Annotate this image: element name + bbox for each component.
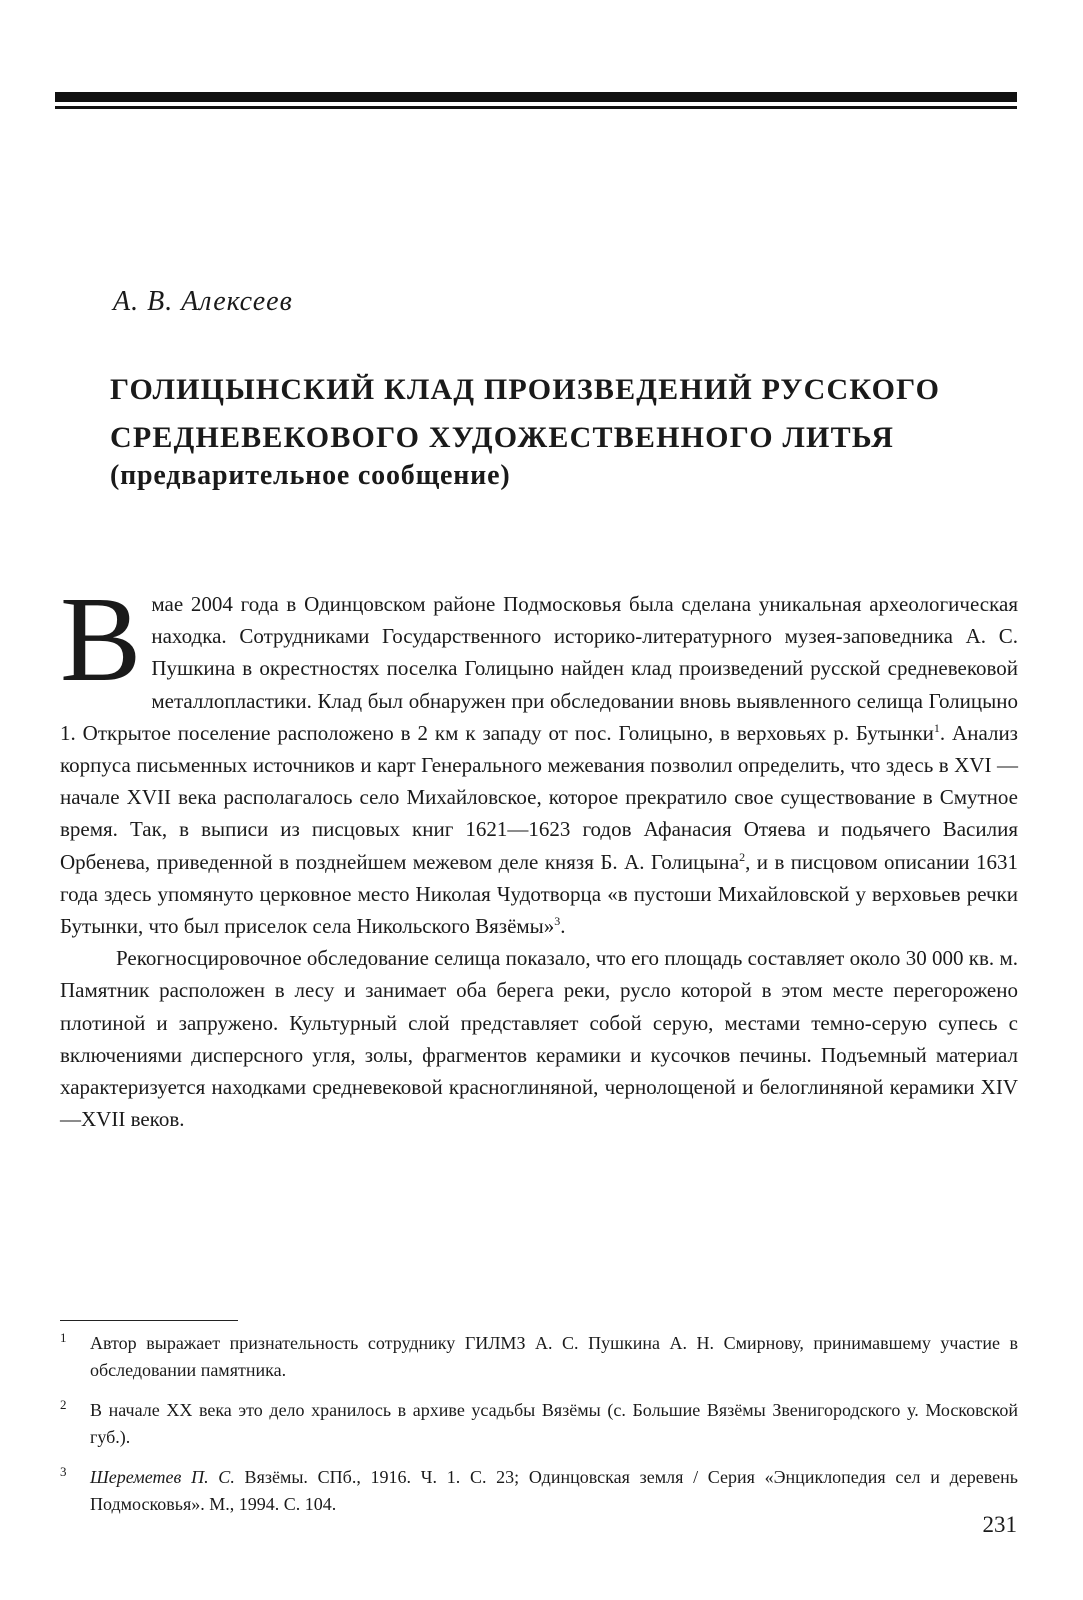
footnote-2 (60, 1397, 1018, 1451)
footnote-number: 3 (60, 1464, 67, 1479)
footnote-text: Вязёмы. СПб., 1916. Ч. 1. С. 23; Одинцовская земля / Серия «Энциклопедия сел и деревень Подмосковья». М., 1994. С. 104. (90, 1467, 1019, 1514)
article-title (110, 366, 1010, 462)
paragraph-2: Рекогносцировочное обследование селища показало, что его площадь составляет около 30 000 кв. м. Памятник расположен в лесу и занимает оба берега реки, русло которой в этом месте перегорожено плотиной и запружено. Культурный слой представляет собой серую, местами темно-серую супесь с включениями дисперсного угля, золы, фрагментов керамики и кусочков печины. Подъемный материал характеризуется находками средневековой красноглиняной, чернолощеной и белоглиняной керамики XIV—XVII веков. (60, 946, 1018, 1132)
page-number: 231 (982, 1512, 1017, 1537)
footnotes (60, 1330, 1018, 1531)
header-thin-rule (55, 106, 1017, 109)
title-line-1: ГОЛИЦЫНСКИЙ КЛАД ПРОИЗВЕДЕНИЙ РУССКОГО (110, 373, 941, 406)
title-line-2: СРЕДНЕВЕКОВОГО ХУДОЖЕСТВЕННОГО ЛИТЬЯ (110, 421, 895, 454)
drop-cap: В (60, 572, 142, 707)
author-name: А. В. Алексеев (113, 286, 293, 317)
paragraph-1: Вмае 2004 года в Одинцовском районе Подмосковья была сделана уникальная археологическая находка. Сотрудниками Государственного историко-литературного музея-заповедника А. С. Пушкина в окрестностях поселка Голицыно найден клад произведений русской средневековой металлопластики. Клад был обнаружен при обследовании вновь выявленного селища Голицыно 1. Открытое поселение расположено в 2 км к западу от пос. Голицыно, в верховьях р. Бутынки$^1$. Анализ корпуса письменных источников и карт Генерального межевания позволил определить, что здесь в XVI — начале XVII века располагалось село Михайловское, которое прекратило свое существование в Смутное время. Так, в выписи из писцовых книг 1621—1623 годов Афанасия Отяева и подьячего Василия Орбенева, приведенной в позднейшем межевом деле князя Б. А. Голицына$^2$, и в писцовом описании 1631 года здесь упомянуто церковное место Николая Чудотворца «в пустоши Михайловской у верховьев речки Бутынки, что был приселок села Никольского Вязёмы»$^3$. (60, 572, 1018, 939)
article-subtitle: (предварительное сообщение) (110, 460, 511, 491)
footnote-number: 2 (60, 1397, 67, 1412)
footnote-number: 1 (60, 1330, 67, 1345)
footnote-ref-3[interactable]: 3 (554, 914, 561, 929)
footnote-ref-2[interactable]: 2 (739, 849, 746, 864)
footnote-ref-1[interactable]: 1 (933, 720, 940, 735)
header-thick-rule (55, 92, 1017, 102)
footnote-author: Шереметев П. С. (90, 1467, 235, 1487)
footnote-text: В начале XX века это дело хранилось в архиве усадьбы Вязёмы (с. Большие Вязёмы Звенигородского у. Московской губ.). (90, 1400, 1018, 1447)
footnote-separator (60, 1320, 238, 1321)
footnote-3 (60, 1464, 1018, 1518)
article-body (60, 572, 1018, 1135)
footnote-1 (60, 1330, 1018, 1384)
footnote-text: Автор выражает признательность сотруднику ГИЛМЗ А. С. Пушкина А. Н. Смирнову, принимавшему участие в обследовании памятника. (90, 1333, 1018, 1380)
